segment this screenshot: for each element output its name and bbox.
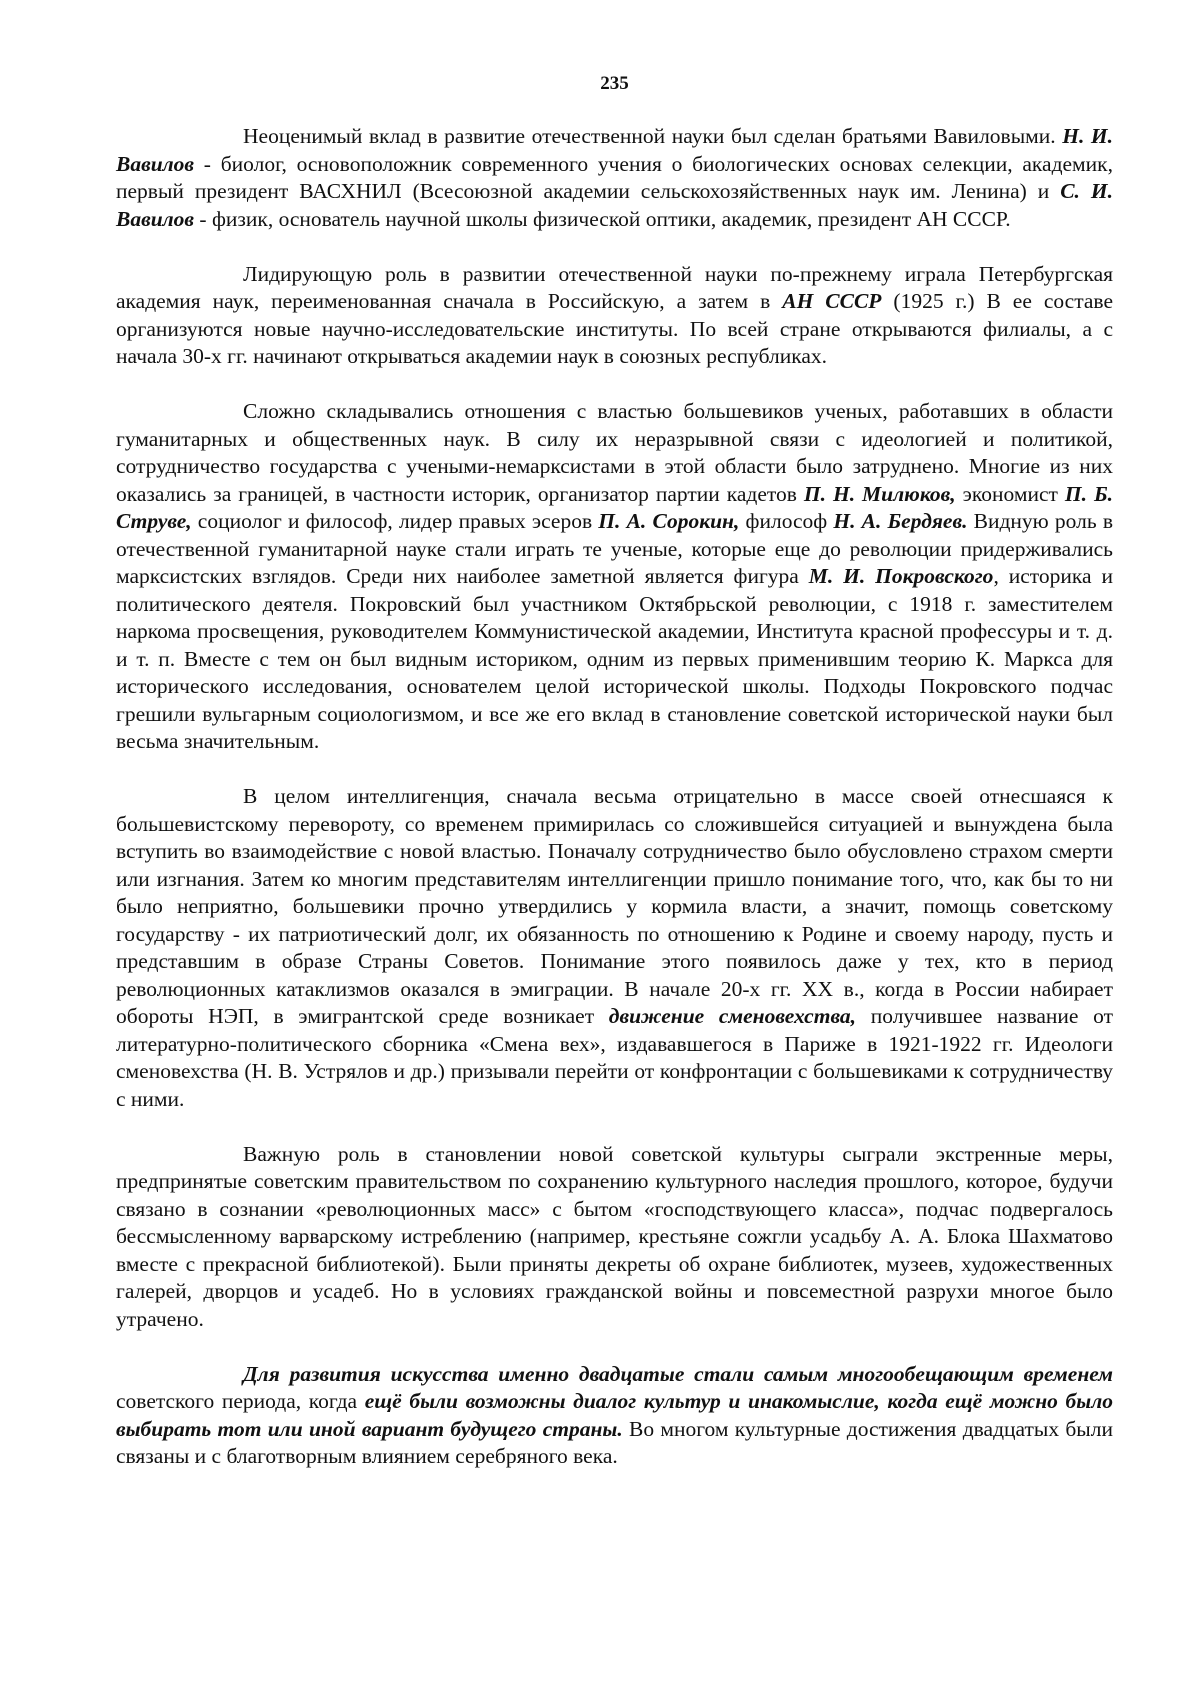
paragraph-text: экономист [955, 481, 1065, 506]
emphasis-text: Н. И. Вавилов [116, 124, 1113, 176]
paragraph-text: Видную роль в отечественной гуманитарной науке стали играть те ученые, которые еще до революции придерживались марксистских взглядов. Среди них наиболее заметной является фигура [116, 509, 1113, 588]
emphasis-text: Н. А. Бердяев. [833, 509, 968, 533]
paragraph [116, 1361, 1113, 1471]
paragraph-text: социолог и философ, лидер правых эсеров [191, 509, 599, 533]
paragraph-text: Неоценимый вклад в развитие отечественной науки был сделан братьями Вавиловыми. [243, 124, 1063, 148]
body-text [116, 123, 1113, 1498]
emphasis-text: АН СССР [782, 289, 882, 313]
document-page [116, 0, 1113, 1682]
paragraph-text: Во многом культурные достижения двадцатых были связаны и с благотворным влиянием серебряного века. [116, 1416, 1113, 1468]
paragraph-text: - биолог, основоположник современного учения о биологических основах селекции, академик, первый президент ВАСХНИЛ (Всесоюзной академии сельскохозяйственных наук им. Ленина) и [116, 151, 1113, 203]
paragraph-text: - физик, основатель научной школы физической оптики, академик, президент АН СССР. [194, 206, 1011, 231]
paragraph [116, 123, 1113, 233]
paragraph-text: В целом интеллигенция, сначала весьма отрицательно в массе своей отнесшаяся к большевистскому перевороту, со временем примирилась со сложившейся ситуацией и вынуждена была вступить во взаимодействие с новой властью. Поначалу сотрудничество было обусловлено страхом смерти или изгнания. Затем ко многим представителям интеллигенции пришло понимание того, что, как бы то ни было неприятно, большевики прочно утвердились у кормила власти, а значит, помощь советскому государству - их патриотический долг, их обязанность по отношению к Родине и своему народу, пусть и представшим в образе Страны Советов. Понимание этого появилось даже у тех, кто в период революционных катаклизмов оказался в эмиграции. В начале 20-х гг. XX в., когда в России набирает обороты НЭП, в эмигрантской среде возникает [116, 784, 1113, 1028]
emphasis-text: движение сменовехства, [608, 1004, 857, 1028]
paragraph-text: советского периода, когда [116, 1389, 365, 1413]
paragraph [116, 398, 1113, 756]
emphasis-text: М. И. Покровского [808, 564, 994, 588]
emphasis-text: П. Б. Струве, [116, 481, 1113, 533]
paragraph-text: философ [739, 509, 834, 533]
paragraph-text: (1925 г.) В ее составе организуются новые научно-исследовательские институты. По всей стране открываются филиалы, а с начала 30-х гг. начинают открываться академии наук в союзных республиках. [116, 289, 1113, 368]
paragraph-text: Важную роль в становлении новой советской культуры сыграли экстренные меры, предпринятые советским правительством по сохранению культурного наследия прошлого, которое, будучи связано в сознании «революционных масс» с бытом «господствующего класса», подчас подвергалось бессмысленному варварскому истреблению (например, крестьяне сожгли усадьбу А. А. Блока Шахматово вместе с прекрасной библиотекой). Были приняты декреты об охране библиотек, музеев, художественных галерей, дворцов и усадеб. Но в условиях гражданской войны и повсеместной разрухи многое было утрачено. [116, 1141, 1113, 1331]
paragraph-text: , историка и политического деятеля. Покровский был участником Октябрьской революции, с 1918 г. заместителем наркома просвещения, руководителем Коммунистической академии, Института красной профессуры и т. д. и т. п. Вместе с тем он был видным историком, одним из первых применившим теорию К. Маркса для исторического исследования, основателем целой исторической школы. Подходы Покровского подчас грешили вульгарным социологизмом, и все же его вклад в становление советской исторической науки был весьма значительным. [116, 564, 1113, 753]
paragraph-text: Сложно складывались отношения с властью большевиков ученых, работавших в области гуманитарных и общественных наук. В силу их неразрывной связи с идеологией и политикой, сотрудничество государства с учеными-немарксистами в этой области было затруднено. Многие из них оказались за границей, в частности историк, организатор партии кадетов [116, 399, 1113, 506]
paragraph-text: получившее название от литературно-политического сборника «Смена вех», издававшегося в Париже в 1921-1922 гг. Идеологи сменовехства (Н. В. Устрялов и др.) призывали перейти от конфронтации с большевиками к сотрудничеству с ними. [116, 1004, 1113, 1111]
emphasis-text: ещё были возможны диалог культур и инакомыслие, когда ещё можно было выбирать тот или иной вариант будущего страны. [116, 1389, 1113, 1441]
page-number: 235 [600, 73, 629, 94]
emphasis-text: С. И. Вавилов [116, 179, 1113, 231]
emphasis-text: П. А. Сорокин, [598, 509, 740, 533]
paragraph-text: Лидирующую роль в развитии отечественной науки по-прежнему играла Петербургская академия наук, переименованная сначала в Российскую, а затем в [116, 261, 1113, 313]
paragraph [116, 1141, 1113, 1334]
emphasis-text: Для развития искусства именно двадцатые стали самым многообещающим временем [243, 1361, 1113, 1386]
emphasis-text: П. Н. Милюков, [803, 481, 956, 506]
paragraph [116, 783, 1113, 1113]
paragraph [116, 261, 1113, 371]
